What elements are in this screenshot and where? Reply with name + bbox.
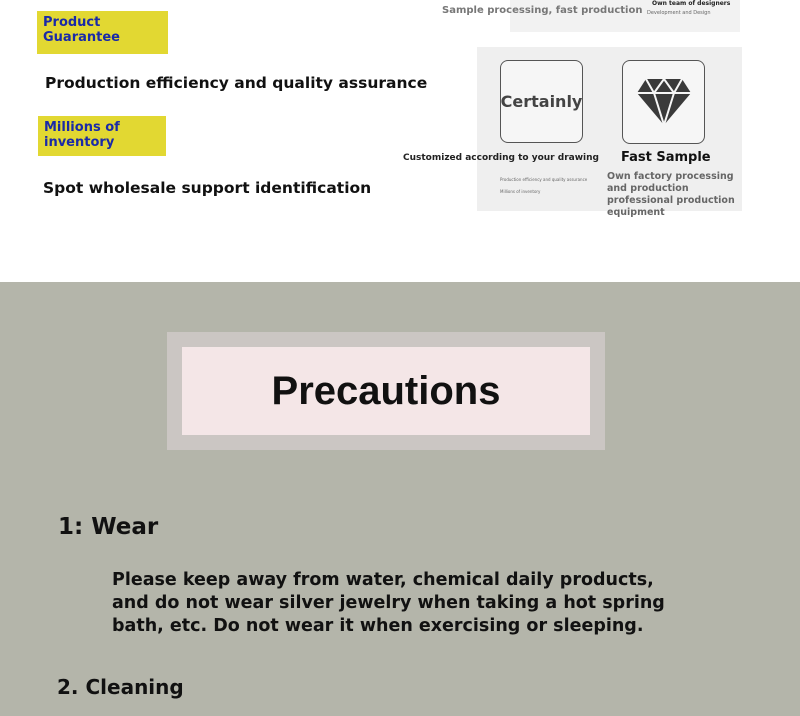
fast-sample-label: Fast Sample	[621, 150, 711, 165]
team-sub-label: Development and Design	[647, 10, 711, 16]
precautions-banner-inner	[182, 347, 590, 435]
certainly-box	[500, 60, 583, 143]
precautions-section	[0, 282, 800, 716]
customized-caption: Customized according to your drawing	[403, 153, 599, 163]
diamond-box	[622, 60, 705, 144]
product-guarantee-tag	[37, 11, 168, 54]
wear-heading: 1: Wear	[58, 514, 159, 540]
tiny-text-1: Production efficiency and quality assurance	[500, 177, 588, 182]
team-label: Own team of designers	[652, 0, 731, 7]
factory-text: Own factory processing and production professional production equipment	[607, 171, 735, 218]
spot-wholesale-text: Spot wholesale support identification	[43, 179, 372, 197]
fast-sample-card	[403, 47, 742, 218]
millions-inventory-tag	[38, 116, 166, 156]
certainly-label: Certainly	[500, 92, 583, 111]
diamond-icon	[636, 77, 692, 127]
feature-section	[0, 0, 800, 282]
cleaning-heading: 2. Cleaning	[57, 675, 184, 699]
precautions-title: Precautions	[271, 368, 501, 413]
millions-inventory-tag-label: Millions of inventory	[44, 120, 120, 150]
product-guarantee-tag-label: Product Guarantee	[43, 15, 120, 45]
wear-text: Please keep away from water, chemical daily products, and do not wear silver jewelry when taking a hot spring bath, etc. Do not wear it when exercising or sleeping.	[112, 570, 665, 636]
tiny-text-2: Millions of inventory	[500, 189, 541, 194]
sample-processing-caption: Sample processing, fast production	[442, 5, 643, 16]
production-efficiency-text: Production efficiency and quality assurance	[45, 74, 428, 92]
precautions-banner	[167, 332, 605, 450]
